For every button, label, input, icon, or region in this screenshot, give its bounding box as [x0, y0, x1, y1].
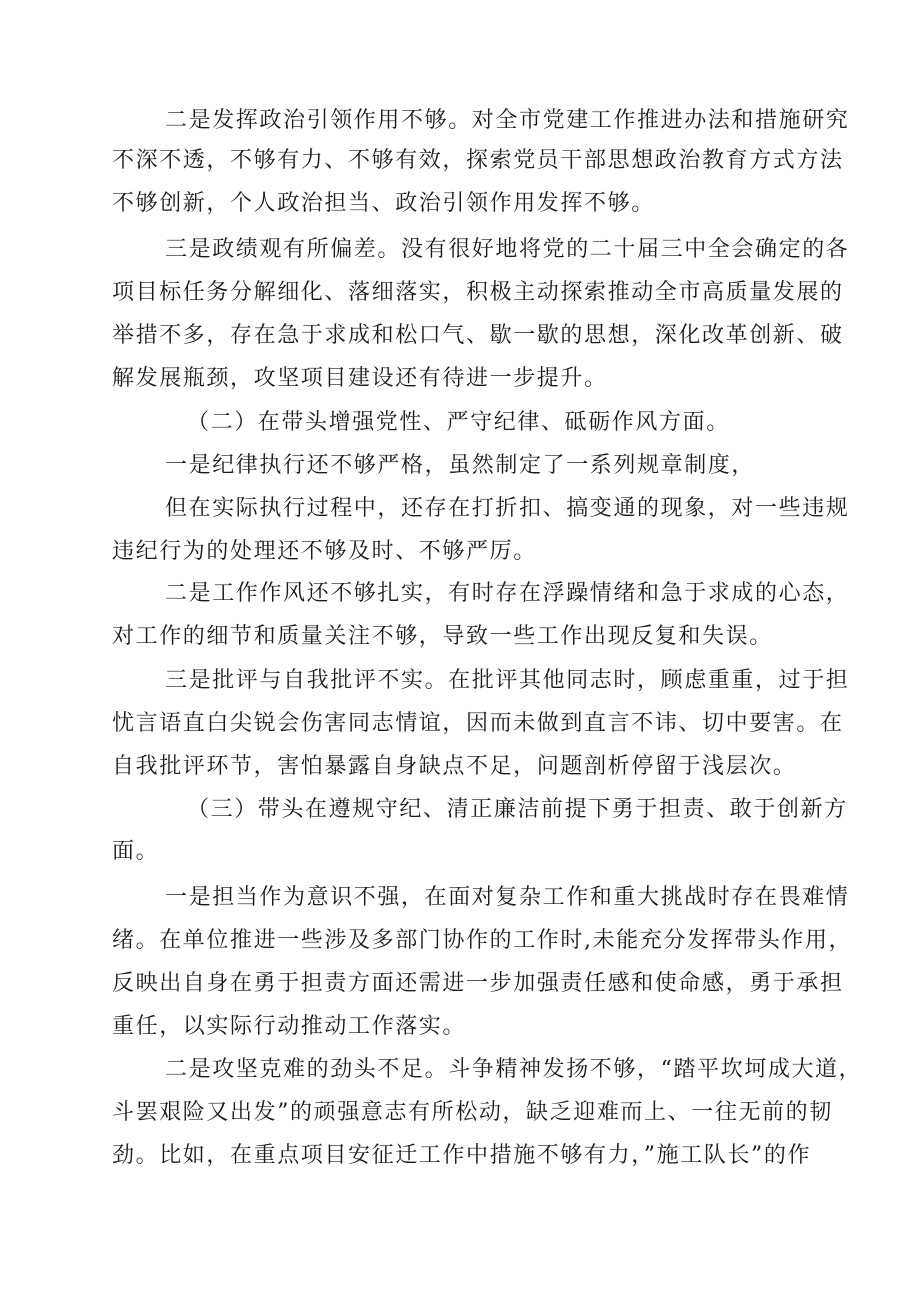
text-line: 违纪行为的处理还不够及时、不够严厉。: [112, 539, 537, 564]
text-line: 三是政绩观有所偏差。没有很好地将党的二十届三中全会确定的各: [165, 237, 850, 262]
text-line: 二是发挥政治引领作用不够。对全市党建工作推进办法和措施研究: [165, 108, 850, 133]
text-line: 重任，以实际行动推动工作落实。: [112, 1014, 467, 1039]
text-line: 一是担当作为意识不强，在面对复杂工作和重大挑战时存在畏难情: [165, 885, 850, 910]
section-heading-continued: 面。: [112, 839, 160, 864]
text-line: 绪。在单位推进一些涉及多部门协作的工作时,未能充分发挥带头作用，: [112, 928, 853, 953]
section-heading: （二）在带头增强党性、严守纪律、砥砺作风方面。: [187, 410, 730, 435]
text-line: 解发展瓶颈，攻坚项目建设还有待进一步提升。: [112, 366, 608, 391]
text-line: 三是批评与自我批评不实。在批评其他同志时，顾虑重重，过于担: [165, 668, 850, 693]
text-line: 但在实际执行过程中，还存在打折扣、搞变通的现象，对一些违规: [165, 496, 850, 521]
text-line: 项目标任务分解细化、落细落实，积极主动探索推动全市高质量发展的: [112, 280, 844, 305]
text-line: 二是攻坚克难的劲头不足。斗争精神发扬不够，“踏平坎坷成大道，: [165, 1057, 863, 1082]
text-line: 反映出自身在勇于担责方面还需进一步加强责任感和使命感，勇于承担: [112, 971, 844, 996]
text-line: 不够创新，个人政治担当、政治引领作用发挥不够。: [112, 191, 655, 216]
text-line: 劲。比如，在重点项目安征迁工作中措施不够有力，”施工队长”的作: [112, 1143, 812, 1168]
text-line: 斗罢艰险又出发”的顽强意志有所松动，缺乏迎难而上、一往无前的韧: [112, 1100, 833, 1125]
text-line: 自我批评环节，害怕暴露自身缺点不足，问题剖析停留于浅层次。: [112, 754, 797, 779]
text-line: 忧言语直白尖锐会伤害同志情谊，因而未做到直言不讳、切中要害。在: [112, 711, 844, 736]
section-heading: （三）带头在遵规守纪、清正廉洁前提下勇于担责、敢于创新方: [187, 797, 848, 822]
text-line: 举措不多，存在急于求成和松口气、歇一歇的思想，深化改革创新、破: [112, 323, 844, 348]
text-line: 二是工作作风还不够扎实，有时存在浮躁情绪和急于求成的心态，: [165, 581, 850, 606]
text-line: 一是纪律执行还不够严格，虽然制定了一系列规章制度，: [165, 453, 756, 478]
text-line: 不深不透，不够有力、不够有效，探索党员干部思想政治教育方式方法: [112, 148, 844, 173]
text-line: 对工作的细节和质量关注不够，导致一些工作出现反复和失误。: [112, 624, 773, 649]
